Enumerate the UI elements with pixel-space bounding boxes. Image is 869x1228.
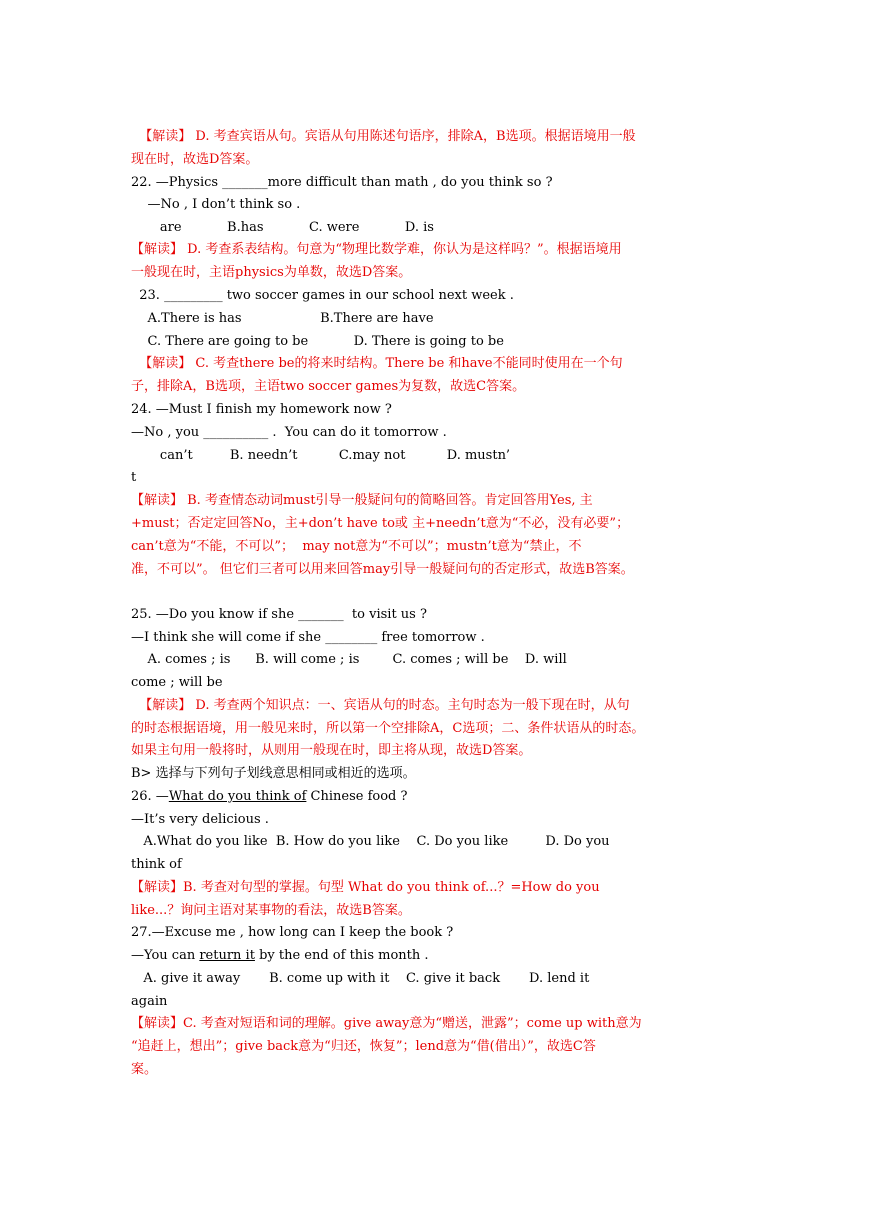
text-line: 【解读】 B. 考查情态动词must引导一般疑问句的简略回答。肯定回答用Yes, 主 <box>131 493 593 508</box>
question-25: 25. —Do you know if she _______ to visit us ? <box>131 607 427 622</box>
text-segment: by the end of this month . <box>254 948 429 963</box>
text-line: —No , I don’t think so . <box>131 197 301 212</box>
text-line: 的时态根据语境，用一般见来时，所以第一个空排除A，C选项；二、条件状语从的时态。 <box>131 721 645 736</box>
section-heading: B> 选择与下列句子划线意思相同或相近的选项。 <box>131 766 416 781</box>
text-line: 案。 <box>131 1062 158 1077</box>
question-26 <box>131 789 407 805</box>
text-line: 【解读】C. 考查对短语和词的理解。give away意为“赠送，泄露”；come up with意为 <box>131 1016 642 1031</box>
text-line: 子，排除A，B选项，主语two soccer games为复数，故选C答案。 <box>131 379 526 394</box>
text-line: like...？询问主语对某事物的看法，故选B答案。 <box>131 903 411 918</box>
options-line: again <box>131 994 168 1009</box>
text-line: +must；否定定回答No，主+don’t have to或 主+needn’t意为“不必，没有必要”； <box>131 516 630 531</box>
text-line: 准，不可以”。 但它们三者可以用来回答may引导一般疑问句的否定形式，故选B答案。 <box>131 562 634 577</box>
options-line: A.What do you like B. How do you like C. Do you like D. Do you <box>131 834 610 849</box>
text-line: 【解读】 C. 考查there be的将来时结构。There be 和have不能同时使用在一个句 <box>131 356 623 371</box>
underlined-phrase: What do you think of <box>168 789 307 804</box>
options-line: A. give it away B. come up with it C. give it back D. lend it <box>131 971 590 986</box>
options-line: t <box>131 470 137 485</box>
options-line: think of <box>131 857 182 872</box>
text-line: 【解读】 D. 考查宾语从句。宾语从句用陈述句语序，排除A，B选项。根据语境用一般 <box>131 129 636 144</box>
text-line: 如果主句用一般将时，从则用一般现在时，即主将从现，故选D答案。 <box>131 743 532 758</box>
text-segment: 26. — <box>131 789 169 804</box>
question-22: 22. —Physics _______more difficult than math , do you think so ? <box>131 175 553 190</box>
question-27: 27.—Excuse me , how long can I keep the book ? <box>131 925 454 940</box>
underlined-phrase: return it <box>199 948 255 963</box>
text-line: 现在时，故选D答案。 <box>131 152 259 167</box>
question-23: 23. _________ two soccer games in our school next week . <box>131 288 514 303</box>
text-line: —It’s very delicious . <box>131 812 269 827</box>
text-line: —No , you __________ . You can do it tomorrow . <box>131 425 447 440</box>
options-line: can’t B. needn’t C.may not D. mustn’ <box>131 448 511 463</box>
text-segment: Chinese food ? <box>306 789 408 804</box>
text-line: 【解读】B. 考查对句型的掌握。句型 What do you think of...？=How do you <box>131 880 600 895</box>
text-line: “追赶上，想出”；give back意为“归还，恢复”；lend意为“借(借出）”，故选C答 <box>131 1039 596 1054</box>
text-line: 【解读】 D. 考查系表结构。句意为“物理比数学难，你认为是这样吗？”。根据语境用 <box>131 242 622 257</box>
text-segment: —You can <box>131 948 200 963</box>
options-line: are B.has C. were D. is <box>131 220 434 235</box>
text-line: —I think she will come if she ________ free tomorrow . <box>131 630 485 645</box>
options-line: come ; will be <box>131 675 223 690</box>
text-line: 一般现在时，主语physics为单数，故选D答案。 <box>131 265 412 280</box>
options-line: C. There are going to be D. There is going to be <box>131 334 504 349</box>
text-line: can’t意为“不能，不可以”； may not意为“不可以”；mustn’t意为“禁止，不 <box>131 539 582 554</box>
text-line <box>131 948 429 964</box>
text-line: 【解读】 D. 考查两个知识点：一、宾语从句的时态。主句时态为一般下现在时，从句 <box>131 698 630 713</box>
options-line: A.There is has B.There are have <box>131 311 434 326</box>
question-24: 24. —Must I finish my homework now ? <box>131 402 392 417</box>
options-line: A. comes ; is B. will come ; is C. comes ; will be D. will <box>131 652 567 667</box>
